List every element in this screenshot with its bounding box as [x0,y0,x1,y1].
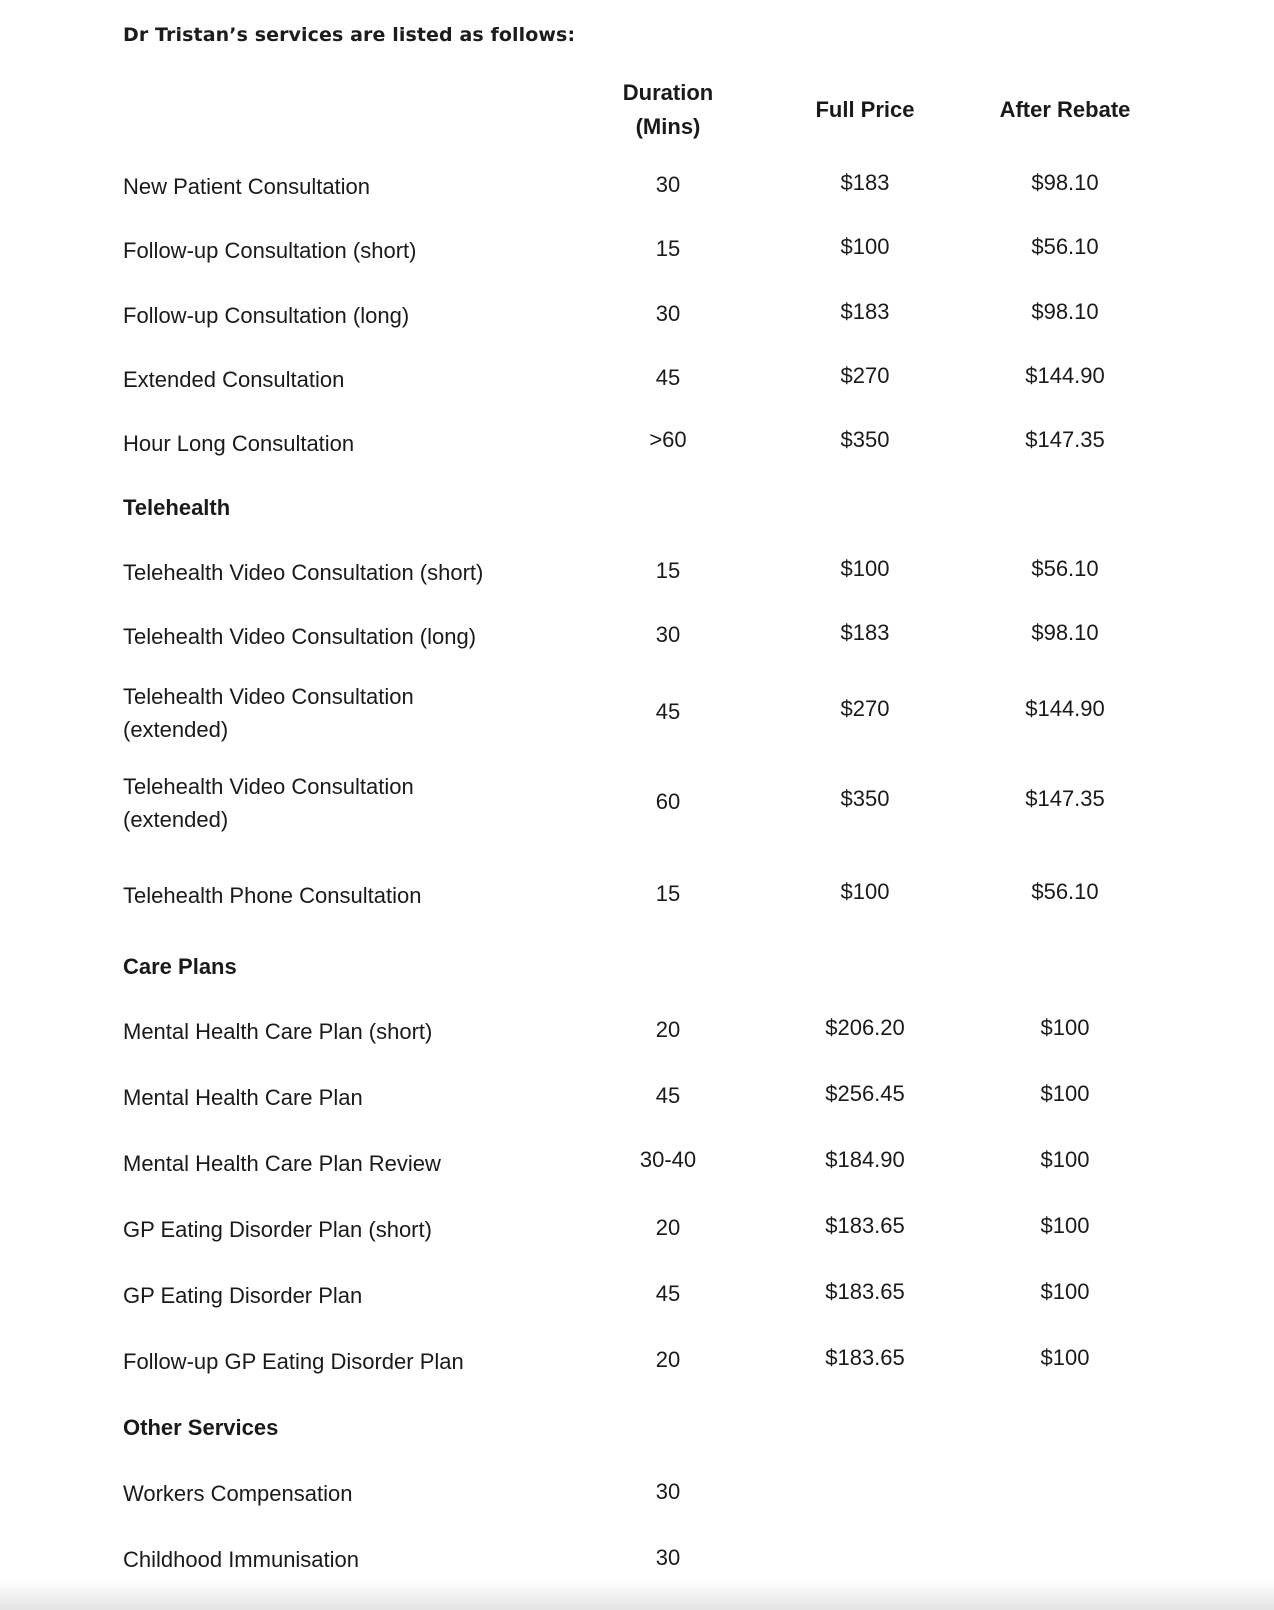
full-price-header: Full Price [815,97,915,122]
service-name: GP Eating Disorder Plan (short) [123,1217,432,1242]
bottom-fade [0,1580,1274,1610]
service-duration: 15 [655,236,681,261]
telehealth-heading: Telehealth [123,495,231,520]
service-duration: 45 [655,699,681,724]
duration-header-line2: (Mins) [635,114,701,139]
service-full-price: $256.45 [825,1081,905,1106]
service-duration: 30 [655,1479,681,1504]
service-name [123,680,543,746]
service-full-price: $206.20 [825,1015,905,1040]
service-rebate-price: $144.90 [1025,363,1105,388]
care-plans-heading: Care Plans [123,954,237,979]
service-rebate-price: $100 [1040,1081,1090,1106]
service-name: Telehealth Phone Consultation [123,883,422,908]
service-rebate-price: $98.10 [1031,299,1099,324]
service-duration: 15 [655,558,681,583]
service-name: Childhood Immunisation [123,1547,360,1572]
service-rebate-price: $56.10 [1031,234,1099,259]
page-intro: Dr Tristan’s services are listed as follows: [123,24,576,46]
service-full-price: $350 [840,427,890,452]
service-duration: 45 [655,1083,681,1108]
service-name: Workers Compensation [123,1481,353,1506]
service-name: Extended Consultation [123,367,345,392]
service-name-line2: (extended) [123,717,229,742]
service-full-price: $100 [840,234,890,259]
service-full-price: $270 [840,696,890,721]
service-rebate-price: $100 [1040,1345,1090,1370]
service-rebate-price: $144.90 [1025,696,1105,721]
service-rebate-price: $147.35 [1025,786,1105,811]
service-full-price: $270 [840,363,890,388]
service-full-price: $183 [840,170,890,195]
service-name: Follow-up Consultation (short) [123,238,417,263]
service-duration: 30-40 [639,1147,697,1172]
service-duration: 20 [655,1215,681,1240]
duration-header [598,76,738,144]
service-full-price: $183.65 [825,1279,905,1304]
service-full-price: $350 [840,786,890,811]
service-full-price: $183 [840,620,890,645]
service-duration: 45 [655,365,681,390]
service-full-price: $183.65 [825,1345,905,1370]
service-rebate-price: $56.10 [1031,879,1099,904]
service-name [123,770,543,836]
service-full-price: $100 [840,556,890,581]
service-duration: 15 [655,881,681,906]
service-name: Telehealth Video Consultation (long) [123,624,477,649]
service-rebate-price: $100 [1040,1279,1090,1304]
service-duration: 30 [655,1545,681,1570]
service-name: Telehealth Video Consultation (short) [123,560,484,585]
service-rebate-price: $98.10 [1031,170,1099,195]
other-services-heading: Other Services [123,1415,279,1440]
service-name-line1: Telehealth Video Consultation [123,684,414,709]
service-duration: 30 [655,172,681,197]
service-duration: 30 [655,622,681,647]
service-full-price: $184.90 [825,1147,905,1172]
service-rebate-price: $100 [1040,1015,1090,1040]
service-rebate-price: $56.10 [1031,556,1099,581]
service-rebate-price: $100 [1040,1213,1090,1238]
service-duration: 45 [655,1281,681,1306]
service-duration: 60 [655,789,681,814]
service-rebate-price: $98.10 [1031,620,1099,645]
service-full-price: $183 [840,299,890,324]
service-rebate-price: $147.35 [1025,427,1105,452]
service-name: Follow-up GP Eating Disorder Plan [123,1349,464,1374]
service-full-price: $100 [840,879,890,904]
duration-header-line1: Duration [622,80,714,105]
service-duration: 20 [655,1347,681,1372]
service-full-price: $183.65 [825,1213,905,1238]
service-duration: 30 [655,301,681,326]
after-rebate-header: After Rebate [999,97,1131,122]
service-duration: >60 [649,427,687,452]
service-name: Mental Health Care Plan [123,1085,363,1110]
service-name: Hour Long Consultation [123,431,355,456]
service-rebate-price: $100 [1040,1147,1090,1172]
service-name-line2: (extended) [123,807,229,832]
service-duration: 20 [655,1017,681,1042]
service-name: GP Eating Disorder Plan [123,1283,363,1308]
service-name: Mental Health Care Plan Review [123,1151,441,1176]
service-name: Follow-up Consultation (long) [123,303,410,328]
service-name: Mental Health Care Plan (short) [123,1019,433,1044]
service-name-line1: Telehealth Video Consultation [123,774,414,799]
service-name: New Patient Consultation [123,174,371,199]
